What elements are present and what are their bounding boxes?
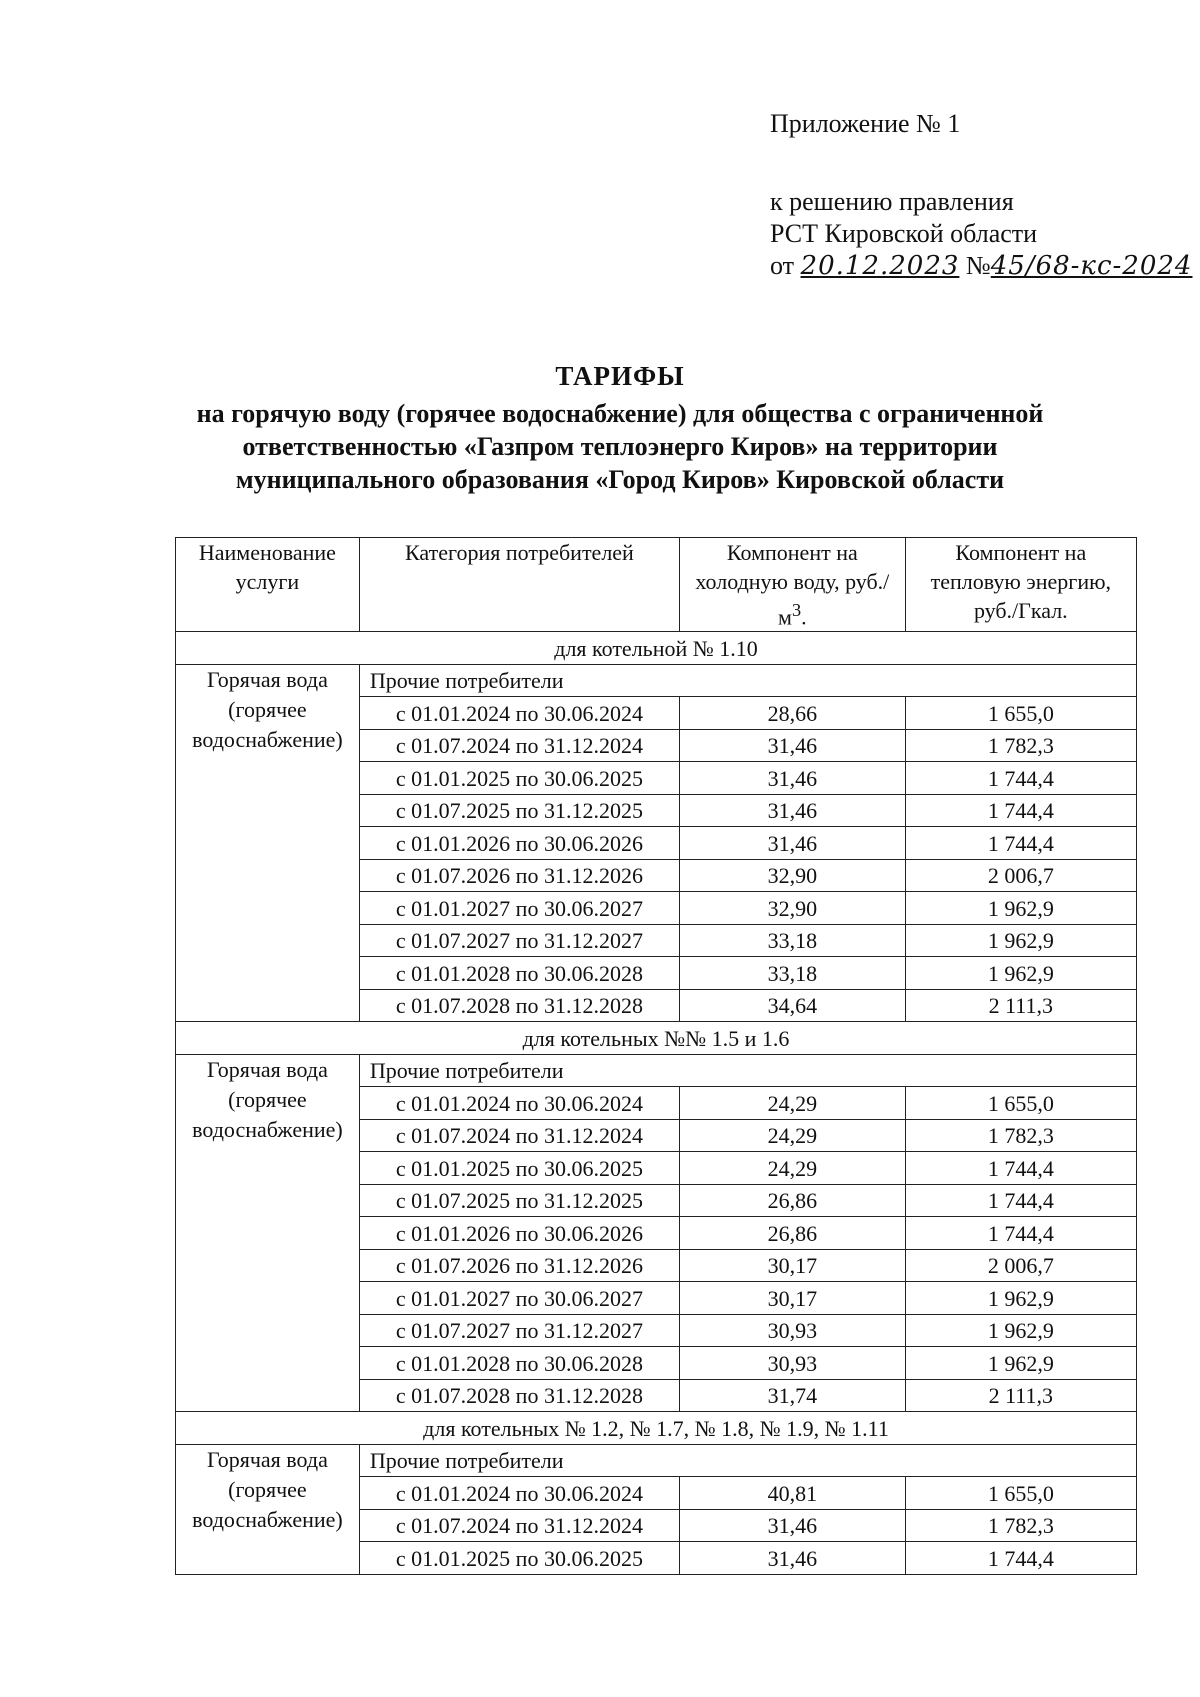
cold-water-cell: 30,17 bbox=[680, 1282, 906, 1315]
section-row bbox=[176, 1412, 1137, 1445]
heat-cell: 2 006,7 bbox=[905, 1249, 1136, 1282]
cold-water-cell: 28,66 bbox=[680, 697, 906, 730]
cold-water-cell: 33,18 bbox=[680, 924, 906, 957]
cold-water-cell: 30,17 bbox=[680, 1249, 906, 1282]
consumer-category: Прочие потребители bbox=[359, 1054, 1136, 1087]
heat-cell: 1 744,4 bbox=[905, 1184, 1136, 1217]
consumer-category: Прочие потребители bbox=[359, 1444, 1136, 1477]
period-cell: с 01.01.2025 по 30.06.2025 bbox=[359, 762, 679, 795]
header-service: Наименование услуги bbox=[176, 538, 360, 632]
consumer-row bbox=[176, 1054, 1137, 1087]
consumer-row bbox=[176, 664, 1137, 697]
heat-cell: 1 744,4 bbox=[905, 762, 1136, 795]
section-title: для котельных №№ 1.5 и 1.6 bbox=[176, 1022, 1137, 1055]
period-cell: с 01.07.2028 по 31.12.2028 bbox=[359, 1379, 679, 1412]
period-cell: с 01.07.2028 по 31.12.2028 bbox=[359, 989, 679, 1022]
cold-water-cell: 31,46 bbox=[680, 1509, 906, 1542]
decision-date: 20.12.2023 bbox=[800, 251, 960, 281]
period-cell: с 01.07.2024 по 31.12.2024 bbox=[359, 1119, 679, 1152]
header-cold-water-end: . bbox=[801, 604, 807, 630]
header-category: Категория потребителей bbox=[359, 538, 679, 632]
period-cell: с 01.01.2024 по 30.06.2024 bbox=[359, 1477, 679, 1510]
header-cold-water-sup: 3 bbox=[791, 600, 802, 620]
period-cell: с 01.01.2027 по 30.06.2027 bbox=[359, 1282, 679, 1315]
section-row bbox=[176, 632, 1137, 665]
appendix-title: Приложение № 1 bbox=[770, 109, 961, 138]
number-prefix: № bbox=[965, 251, 991, 280]
header-cold-water-text: Компонент на холодную воду, руб./м bbox=[695, 540, 890, 630]
section-title: для котельной № 1.10 bbox=[176, 632, 1137, 665]
cold-water-cell: 31,46 bbox=[680, 729, 906, 762]
period-cell: с 01.07.2025 по 31.12.2025 bbox=[359, 1184, 679, 1217]
period-cell: с 01.07.2024 по 31.12.2024 bbox=[359, 729, 679, 762]
period-cell: с 01.07.2027 по 31.12.2027 bbox=[359, 924, 679, 957]
heat-cell: 1 782,3 bbox=[905, 1509, 1136, 1542]
service-name: Горячая вода (горячее водоснабжение) bbox=[176, 1444, 360, 1574]
tariff-table bbox=[175, 537, 1137, 1575]
period-cell: с 01.01.2024 по 30.06.2024 bbox=[359, 1087, 679, 1120]
cold-water-cell: 30,93 bbox=[680, 1347, 906, 1380]
heat-cell: 2 006,7 bbox=[905, 859, 1136, 892]
heat-cell: 1 962,9 bbox=[905, 957, 1136, 990]
heat-cell: 1 782,3 bbox=[905, 1119, 1136, 1152]
heat-cell: 1 744,4 bbox=[905, 827, 1136, 860]
cold-water-cell: 26,86 bbox=[680, 1184, 906, 1217]
cold-water-cell: 31,46 bbox=[680, 762, 906, 795]
section-row bbox=[176, 1022, 1137, 1055]
heat-cell: 1 962,9 bbox=[905, 1347, 1136, 1380]
period-cell: с 01.07.2027 по 31.12.2027 bbox=[359, 1314, 679, 1347]
document-title bbox=[140, 360, 1100, 496]
heat-cell: 1 655,0 bbox=[905, 1087, 1136, 1120]
period-cell: с 01.01.2028 по 30.06.2028 bbox=[359, 1347, 679, 1380]
appendix-block bbox=[770, 108, 1192, 282]
cold-water-cell: 32,90 bbox=[680, 892, 906, 925]
cold-water-cell: 32,90 bbox=[680, 859, 906, 892]
heat-cell: 1 655,0 bbox=[905, 1477, 1136, 1510]
period-cell: с 01.01.2027 по 30.06.2027 bbox=[359, 892, 679, 925]
cold-water-cell: 33,18 bbox=[680, 957, 906, 990]
period-cell: с 01.01.2026 по 30.06.2026 bbox=[359, 827, 679, 860]
appendix-authority-line: РСТ Кировской области bbox=[770, 219, 1038, 248]
cold-water-cell: 24,29 bbox=[680, 1119, 906, 1152]
title-heading: ТАРИФЫ bbox=[555, 361, 685, 391]
period-cell: с 01.07.2026 по 31.12.2026 bbox=[359, 1249, 679, 1282]
table-header-row bbox=[176, 538, 1137, 632]
heat-cell: 1 782,3 bbox=[905, 729, 1136, 762]
consumer-category: Прочие потребители bbox=[359, 664, 1136, 697]
period-cell: с 01.01.2026 по 30.06.2026 bbox=[359, 1217, 679, 1250]
service-name: Горячая вода (горячее водоснабжение) bbox=[176, 664, 360, 1022]
appendix-date-line bbox=[770, 250, 1192, 282]
heat-cell: 1 744,4 bbox=[905, 1542, 1136, 1575]
decision-number: 45/68-кс-2024 bbox=[990, 251, 1193, 281]
section-title: для котельных № 1.2, № 1.7, № 1.8, № 1.9, № 1.11 bbox=[176, 1412, 1137, 1445]
cold-water-cell: 31,46 bbox=[680, 1542, 906, 1575]
heat-cell: 1 744,4 bbox=[905, 1217, 1136, 1250]
title-line-3: муниципального образования «Город Киров» Кировской области bbox=[235, 465, 1005, 494]
cold-water-cell: 31,46 bbox=[680, 827, 906, 860]
cold-water-cell: 30,93 bbox=[680, 1314, 906, 1347]
consumer-row bbox=[176, 1444, 1137, 1477]
heat-cell: 1 962,9 bbox=[905, 924, 1136, 957]
cold-water-cell: 24,29 bbox=[680, 1152, 906, 1185]
period-cell: с 01.07.2025 по 31.12.2025 bbox=[359, 794, 679, 827]
heat-cell: 2 111,3 bbox=[905, 1379, 1136, 1412]
cold-water-cell: 26,86 bbox=[680, 1217, 906, 1250]
period-cell: с 01.01.2025 по 30.06.2025 bbox=[359, 1152, 679, 1185]
heat-cell: 1 962,9 bbox=[905, 1282, 1136, 1315]
heat-cell: 1 744,4 bbox=[905, 1152, 1136, 1185]
cold-water-cell: 24,29 bbox=[680, 1087, 906, 1120]
header-heat: Компонент на тепловую энергию, руб./Гкал. bbox=[905, 538, 1136, 632]
title-line-1: на горячую воду (горячее водоснабжение) для общества с ограниченной bbox=[196, 399, 1044, 428]
cold-water-cell: 31,46 bbox=[680, 794, 906, 827]
title-line-2: ответственностью «Газпром теплоэнерго Киров» на территории bbox=[242, 432, 998, 461]
cold-water-cell: 31,74 bbox=[680, 1379, 906, 1412]
appendix-decision-line: к решению правления bbox=[770, 187, 1014, 216]
period-cell: с 01.01.2028 по 30.06.2028 bbox=[359, 957, 679, 990]
cold-water-cell: 40,81 bbox=[680, 1477, 906, 1510]
heat-cell: 1 962,9 bbox=[905, 1314, 1136, 1347]
heat-cell: 1 744,4 bbox=[905, 794, 1136, 827]
period-cell: с 01.01.2025 по 30.06.2025 bbox=[359, 1542, 679, 1575]
period-cell: с 01.01.2024 по 30.06.2024 bbox=[359, 697, 679, 730]
period-cell: с 01.07.2024 по 31.12.2024 bbox=[359, 1509, 679, 1542]
heat-cell: 1 655,0 bbox=[905, 697, 1136, 730]
date-prefix: от bbox=[770, 251, 795, 280]
service-name: Горячая вода (горячее водоснабжение) bbox=[176, 1054, 360, 1412]
header-cold-water bbox=[680, 538, 906, 632]
cold-water-cell: 34,64 bbox=[680, 989, 906, 1022]
heat-cell: 2 111,3 bbox=[905, 989, 1136, 1022]
period-cell: с 01.07.2026 по 31.12.2026 bbox=[359, 859, 679, 892]
heat-cell: 1 962,9 bbox=[905, 892, 1136, 925]
